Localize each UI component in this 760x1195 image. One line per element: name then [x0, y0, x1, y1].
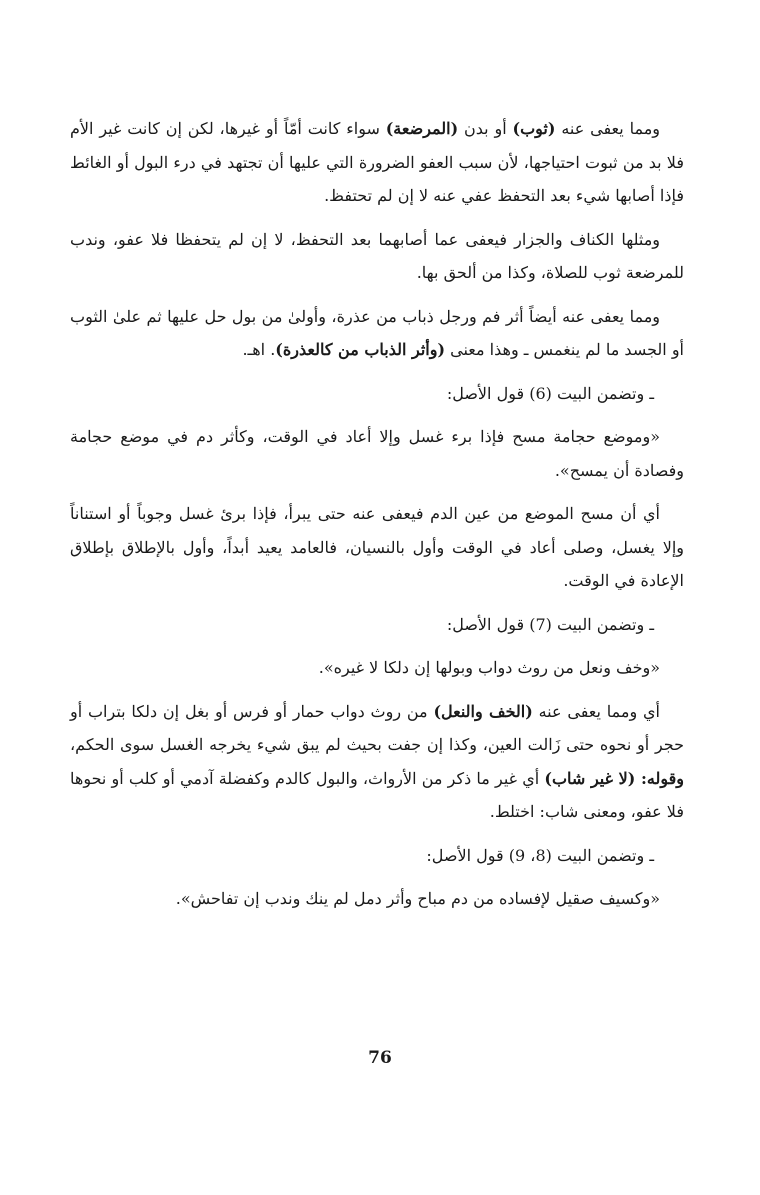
bold-term-fly-trace: (وأثر الذباب من كالعذرة) [275, 340, 446, 359]
paragraph-cupping: أي أن مسح الموضع من عين الدم فيعفى عنه حتى يبرأ، فإذا برئ غسل وجوباً أو استناناً وإلا يغسل، وصلى أعاد في الوقت وأول بالنسيان، فالعامد يعيد أبداً، وأول بالإطلاق بإطلاق الإعادة في الوقت. [70, 504, 684, 590]
paragraph-nursing-mother [70, 112, 684, 213]
text: ومما يعفى عنه أيضاً أثر فم ورجل ذباب من عذرة، وأولىٰ من بول حل عليها ثم علىٰ الثوب أو الجسد ما لم ينغمس ـ وهذا معنى [70, 306, 684, 359]
verse-heading-8-9: ـ وتضمن البيت (8، 9) قول الأصل: [426, 845, 654, 865]
paragraph-fly-trace [70, 300, 684, 367]
page-number: 76 [368, 1048, 392, 1068]
quote-verse-8-9: «وكسيف صقيل لإفساده من دم مباح وأثر دمل لم ينك وندب إن تفاحش». [175, 889, 660, 908]
text: أو بدن [458, 119, 513, 138]
quote-verse-7: «وخف ونعل من روث دواب وبولها إن دلكا لا غيره». [318, 658, 660, 677]
text: أي غير ما ذكر من الأرواث، والبول كالدم وكفضلة آدمي أو كلب أو نحوها فلا عفو، ومعنى شاب: اختلط. [70, 768, 684, 821]
paragraph-butcher: ومثلها الكناف والجزار فيعفى عما أصابهما بعد التحفظ، لا إن لم يتحفظا فلا عفو، وندب للمرضعة ثوب للصلاة، وكذا من ألحق بها. [70, 229, 684, 282]
text: من روث دواب حمار أو فرس أو بغل إن دلكا بتراب أو حجر أو نحوه حتى زَالت العين، وكذا إن جفت بحيث لم يبق شيء يخرجه الغسل سوى الحكم، [70, 701, 684, 754]
text: أي ومما يعفى عنه [532, 701, 660, 721]
bold-term-nursing-mother: (المرضعة) [385, 119, 459, 138]
bold-term-not-mixed: وقوله: (لا غير شاب) [544, 768, 684, 788]
verse-heading-7: ـ وتضمن البيت (7) قول الأصل: [446, 614, 654, 634]
page-body [70, 112, 684, 926]
bold-term-shoes: (الخف والنعل) [433, 701, 533, 721]
bold-term-garment: (ثوب) [512, 119, 556, 138]
paragraph-shoes [70, 695, 684, 829]
text: سواء كانت أمّاً أو غيرها، لكن إن كانت غير الأم فلا بد من ثبوت احتياجها، لأن سبب العفو الضرورة التي عليها أن تجتهد في درء البول أو الغائط فإذا أصابها شيء بعد التحفظ عفي عنه لا إن لم تحتفظ. [70, 119, 684, 205]
verse-heading-6: ـ وتضمن البيت (6) قول الأصل: [446, 383, 654, 403]
quote-verse-6: «وموضع حجامة مسح فإذا برء غسل وإلا أعاد في الوقت، وكأثر دم في موضع حجامة وفصادة أن يمسح». [70, 427, 684, 480]
text: . اهـ. [242, 340, 276, 359]
text: ومما يعفى عنه [555, 119, 661, 138]
